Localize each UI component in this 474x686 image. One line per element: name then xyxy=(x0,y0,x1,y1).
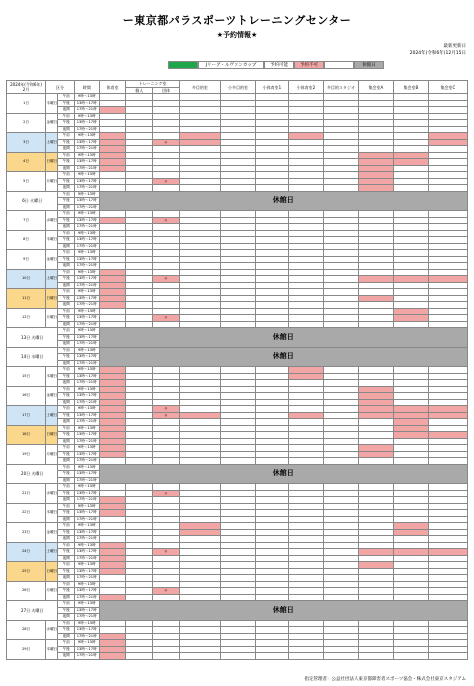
time-cell: 17時〜21時 xyxy=(74,555,99,562)
weekday-label: 木曜日 xyxy=(46,503,58,523)
day-label: 12日 xyxy=(7,308,46,328)
time-cell: 9時〜13時 xyxy=(74,523,99,530)
legend-item: 休館日 xyxy=(354,61,384,69)
period-cell: 夜間 xyxy=(58,165,74,172)
period-cell: 午後 xyxy=(58,159,74,166)
time-cell: 13時〜17時 xyxy=(74,276,99,283)
circle-icon: ◎ xyxy=(164,276,168,281)
time-cell: 17時〜21時 xyxy=(74,107,99,114)
time-cell: 17時〜21時 xyxy=(74,126,99,133)
time-cell: 13時〜17時 xyxy=(74,588,99,595)
weekday-label: 金曜日 xyxy=(46,250,58,270)
circle-icon: ◎ xyxy=(164,315,168,320)
period-cell: 午前 xyxy=(58,133,74,140)
training-individual-header: 個人 xyxy=(126,87,153,94)
table-row xyxy=(7,653,468,660)
period-cell: 午後 xyxy=(58,100,74,107)
period-cell: 午後 xyxy=(58,588,74,595)
period-cell: 午後 xyxy=(58,451,74,458)
legend-item: 予約不可 xyxy=(294,61,324,69)
time-cell: 17時〜21時 xyxy=(74,614,99,621)
time-cell: 13時〜17時 xyxy=(74,412,99,419)
weekday-label: 火曜日 xyxy=(31,607,44,613)
time-cell: 13時〜17時 xyxy=(74,256,99,263)
period-cell: 午後 xyxy=(58,373,74,380)
time-cell: 13時〜17時 xyxy=(74,178,99,185)
slot-cell[interactable] xyxy=(428,653,467,660)
day-label: 13日 xyxy=(21,334,31,340)
day-label: 15日 xyxy=(7,367,46,387)
slot-cell[interactable] xyxy=(323,653,358,660)
circle-icon: ◎ xyxy=(164,406,168,411)
period-cell: 夜間 xyxy=(58,263,74,270)
period-cell: 夜間 xyxy=(58,438,74,445)
period-cell: 夜間 xyxy=(58,185,74,192)
period-cell: 午後 xyxy=(58,217,74,224)
period-cell: 夜間 xyxy=(58,204,74,211)
period-cell: 午前 xyxy=(58,113,74,120)
period-cell: 夜間 xyxy=(58,126,74,133)
period-cell: 午前 xyxy=(58,425,74,432)
time-cell: 9時〜13時 xyxy=(74,328,99,335)
period-cell: 午前 xyxy=(58,347,74,354)
weekday-label: 日曜日 xyxy=(46,289,58,309)
time-cell: 13時〜17時 xyxy=(74,432,99,439)
day-label: 23日 xyxy=(7,523,46,543)
period-cell: 午前 xyxy=(58,211,74,218)
time-cell: 17時〜21時 xyxy=(74,360,99,367)
reservation-table xyxy=(6,80,468,660)
period-cell: 夜間 xyxy=(58,380,74,387)
period-cell: 午前 xyxy=(58,581,74,588)
time-cell: 17時〜21時 xyxy=(74,516,99,523)
time-cell: 9時〜13時 xyxy=(74,308,99,315)
time-cell: 9時〜13時 xyxy=(74,425,99,432)
time-cell: 9時〜13時 xyxy=(74,133,99,140)
time-cell: 17時〜21時 xyxy=(74,477,99,484)
period-cell: 午前 xyxy=(58,445,74,452)
weekday-label: 水曜日 xyxy=(46,211,58,231)
legend-item xyxy=(324,61,354,69)
period-cell: 午後 xyxy=(58,198,74,205)
weekday-label: 日曜日 xyxy=(46,562,58,582)
day-label: 9日 xyxy=(7,250,46,270)
period-cell: 午前 xyxy=(58,269,74,276)
day-label: 29日 xyxy=(7,640,46,660)
period-cell: 午前 xyxy=(58,523,74,530)
studio-header: 多目的スタジオ xyxy=(323,81,358,94)
weekday-label: 木曜日 xyxy=(46,94,58,114)
time-cell: 9時〜13時 xyxy=(74,640,99,647)
day-label: 5日 xyxy=(7,172,46,192)
period-cell: 夜間 xyxy=(58,458,74,465)
page-title: ー東京都パラスポーツトレーニングセンター xyxy=(122,14,352,27)
day-label: 27日 xyxy=(21,607,31,613)
period-cell: 夜間 xyxy=(58,575,74,582)
time-cell: 13時〜17時 xyxy=(74,627,99,634)
weekday-label: 土曜日 xyxy=(46,269,58,289)
time-cell: 13時〜17時 xyxy=(74,393,99,400)
weekday-label: 木曜日 xyxy=(46,230,58,250)
time-cell: 17時〜21時 xyxy=(74,165,99,172)
day-label: 3日 xyxy=(7,133,46,153)
day-label: 8日 xyxy=(7,230,46,250)
weekday-label: 金曜日 xyxy=(46,523,58,543)
time-cell: 9時〜13時 xyxy=(74,620,99,627)
time-cell: 9時〜13時 xyxy=(74,581,99,588)
weekday-label: 月曜日 xyxy=(46,308,58,328)
time-cell: 9時〜13時 xyxy=(74,406,99,413)
time-cell: 13時〜17時 xyxy=(74,373,99,380)
slot-cell[interactable] xyxy=(358,653,393,660)
day-label: 10日 xyxy=(7,269,46,289)
period-cell: 午後 xyxy=(58,510,74,517)
period-cell: 午後 xyxy=(58,607,74,614)
circle-icon: ◎ xyxy=(164,490,168,495)
small-multi-header: 小多目的室 xyxy=(221,81,256,94)
period-cell: 夜間 xyxy=(58,555,74,562)
time-cell: 13時〜17時 xyxy=(74,100,99,107)
time-cell: 17時〜21時 xyxy=(74,321,99,328)
day-label: 22日 xyxy=(7,503,46,523)
period-cell: 夜間 xyxy=(58,633,74,640)
legend-item: Jリーグ・ルヴァンカップ xyxy=(198,61,264,69)
time-cell: 9時〜13時 xyxy=(74,250,99,257)
time-cell: 9時〜13時 xyxy=(74,562,99,569)
weekday-label: 土曜日 xyxy=(46,133,58,153)
circle-icon: ◎ xyxy=(164,549,168,554)
slot-cell[interactable] xyxy=(221,653,256,660)
time-cell: 13時〜17時 xyxy=(74,471,99,478)
time-cell: 9時〜13時 xyxy=(74,94,99,101)
multi-header: 多目的室 xyxy=(179,81,220,94)
time-cell: 17時〜21時 xyxy=(74,653,99,660)
period-cell: 午前 xyxy=(58,250,74,257)
period-cell: 午前 xyxy=(58,640,74,647)
time-cell: 9時〜13時 xyxy=(74,347,99,354)
period-cell: 夜間 xyxy=(58,302,74,309)
page-subtitle: ★予約情報★ xyxy=(216,31,258,39)
period-cell: 夜間 xyxy=(58,477,74,484)
time-cell: 13時〜17時 xyxy=(74,237,99,244)
time-cell: 17時〜21時 xyxy=(74,185,99,192)
time-cell: 17時〜21時 xyxy=(74,380,99,387)
period-cell: 夜間 xyxy=(58,536,74,543)
time-cell: 17時〜21時 xyxy=(74,399,99,406)
period-cell: 夜間 xyxy=(58,146,74,153)
time-cell: 13時〜17時 xyxy=(74,159,99,166)
weekday-label: 土曜日 xyxy=(46,542,58,562)
period-cell: 午前 xyxy=(58,152,74,159)
slot-cell[interactable] xyxy=(255,653,288,660)
kubun-header: 区分 xyxy=(46,81,75,94)
day-label: 17日 xyxy=(7,406,46,426)
period-cell: 午前 xyxy=(58,230,74,237)
period-cell: 午後 xyxy=(58,256,74,263)
period-cell: 午後 xyxy=(58,471,74,478)
circle-icon: ◎ xyxy=(164,139,168,144)
period-cell: 午後 xyxy=(58,139,74,146)
time-cell: 9時〜13時 xyxy=(74,211,99,218)
closed-cell: 休館日 xyxy=(99,347,467,367)
time-cell: 9時〜13時 xyxy=(74,542,99,549)
time-cell: 13時〜17時 xyxy=(74,217,99,224)
time-cell: 13時〜17時 xyxy=(74,295,99,302)
period-cell: 夜間 xyxy=(58,614,74,621)
period-cell: 午後 xyxy=(58,178,74,185)
day-label: 7日 xyxy=(7,211,46,231)
period-cell: 午前 xyxy=(58,601,74,608)
period-cell: 午後 xyxy=(58,490,74,497)
period-cell: 夜間 xyxy=(58,341,74,348)
period-cell: 午後 xyxy=(58,354,74,361)
slot-cell[interactable] xyxy=(99,653,126,660)
time-cell: 9時〜13時 xyxy=(74,464,99,471)
period-cell: 午前 xyxy=(58,562,74,569)
period-cell: 午前 xyxy=(58,620,74,627)
updated-label: 最新更新日 xyxy=(443,44,466,49)
period-cell: 夜間 xyxy=(58,516,74,523)
time-cell: 9時〜13時 xyxy=(74,230,99,237)
time-cell: 17時〜21時 xyxy=(74,224,99,231)
time-cell: 13時〜17時 xyxy=(74,139,99,146)
training-header: トレーニング室 xyxy=(126,81,180,88)
period-cell: 午後 xyxy=(58,627,74,634)
day-label: 26日 xyxy=(7,581,46,601)
period-cell: 午後 xyxy=(58,568,74,575)
circle-icon: ◎ xyxy=(164,588,168,593)
time-cell: 13時〜17時 xyxy=(74,451,99,458)
year-month-header: 2024年(令和6年) 2月 xyxy=(7,81,46,94)
time-cell: 17時〜21時 xyxy=(74,341,99,348)
period-cell: 午後 xyxy=(58,412,74,419)
weekday-label: 金曜日 xyxy=(46,386,58,406)
day-label: 16日 xyxy=(7,386,46,406)
time-cell: 9時〜13時 xyxy=(74,152,99,159)
time-cell: 13時〜17時 xyxy=(74,354,99,361)
time-cell: 9時〜13時 xyxy=(74,503,99,510)
time-cell: 17時〜21時 xyxy=(74,633,99,640)
period-cell: 午後 xyxy=(58,237,74,244)
period-cell: 午前 xyxy=(58,484,74,491)
hall-b-header: 集会室B xyxy=(393,81,428,94)
period-cell: 午後 xyxy=(58,295,74,302)
time-cell: 17時〜21時 xyxy=(74,282,99,289)
slot-cell[interactable] xyxy=(288,653,323,660)
legend-item xyxy=(168,61,198,69)
period-cell: 午後 xyxy=(58,646,74,653)
period-cell: 夜間 xyxy=(58,399,74,406)
time-cell: 9時〜13時 xyxy=(74,172,99,179)
period-cell: 午前 xyxy=(58,308,74,315)
weekday-label: 水曜日 xyxy=(31,354,44,360)
period-cell: 午前 xyxy=(58,542,74,549)
time-cell: 9時〜13時 xyxy=(74,484,99,491)
period-cell: 午後 xyxy=(58,276,74,283)
time-cell: 17時〜21時 xyxy=(74,458,99,465)
day-label: 25日 xyxy=(7,562,46,582)
period-cell: 午前 xyxy=(58,172,74,179)
period-cell: 午後 xyxy=(58,315,74,322)
day-label: 24日 xyxy=(7,542,46,562)
weekday-label: 日曜日 xyxy=(46,152,58,172)
time-cell: 13時〜17時 xyxy=(74,529,99,536)
circle-icon: ◎ xyxy=(164,217,168,222)
period-cell: 午前 xyxy=(58,367,74,374)
period-cell: 午後 xyxy=(58,120,74,127)
time-header: 時間 xyxy=(74,81,99,94)
period-cell: 午前 xyxy=(58,503,74,510)
footer-note: 指定管理者：公益社団法人東京都障害者スポーツ協会・株式会社東京スタジアム xyxy=(304,677,466,682)
period-cell: 夜間 xyxy=(58,282,74,289)
hall-c-header: 集会室C xyxy=(428,81,467,94)
time-cell: 13時〜17時 xyxy=(74,334,99,341)
time-cell: 13時〜17時 xyxy=(74,568,99,575)
period-cell: 夜間 xyxy=(58,419,74,426)
period-cell: 午前 xyxy=(58,328,74,335)
time-cell: 17時〜21時 xyxy=(74,594,99,601)
time-cell: 9時〜13時 xyxy=(74,601,99,608)
period-cell: 午前 xyxy=(58,406,74,413)
period-cell: 午後 xyxy=(58,334,74,341)
day-label: 4日 xyxy=(7,152,46,172)
time-cell: 13時〜17時 xyxy=(74,510,99,517)
time-cell: 13時〜17時 xyxy=(74,607,99,614)
day-label: 2日 xyxy=(7,113,46,133)
weekday-label: 水曜日 xyxy=(46,484,58,504)
slot-cell[interactable] xyxy=(179,653,220,660)
slot-cell[interactable] xyxy=(126,653,153,660)
period-cell: 夜間 xyxy=(58,243,74,250)
period-cell: 午前 xyxy=(58,386,74,393)
weekday-label: 水曜日 xyxy=(46,620,58,640)
time-cell: 17時〜21時 xyxy=(74,575,99,582)
period-cell: 夜間 xyxy=(58,107,74,114)
day-label: 21日 xyxy=(7,484,46,504)
day-label: 6日 xyxy=(22,198,29,204)
day-label: 18日 xyxy=(7,425,46,445)
circle-icon: ◎ xyxy=(164,412,168,417)
time-cell: 9時〜13時 xyxy=(74,367,99,374)
day-label: 20日 xyxy=(21,471,31,477)
time-cell: 17時〜21時 xyxy=(74,497,99,504)
time-cell: 9時〜13時 xyxy=(74,289,99,296)
small-gym1-header: 小体育室1 xyxy=(255,81,288,94)
period-cell: 夜間 xyxy=(58,497,74,504)
weekday-label: 火曜日 xyxy=(31,334,44,340)
time-cell: 13時〜17時 xyxy=(74,198,99,205)
time-cell: 17時〜21時 xyxy=(74,438,99,445)
time-cell: 17時〜21時 xyxy=(74,302,99,309)
day-label: 1日 xyxy=(7,94,46,114)
time-cell: 13時〜17時 xyxy=(74,120,99,127)
period-cell: 午後 xyxy=(58,549,74,556)
day-label: 28日 xyxy=(7,620,46,640)
slot-cell[interactable] xyxy=(153,653,180,660)
legend xyxy=(168,61,384,69)
period-cell: 夜間 xyxy=(58,653,74,660)
circle-icon: ◎ xyxy=(164,178,168,183)
weekday-label: 月曜日 xyxy=(46,581,58,601)
time-cell: 13時〜17時 xyxy=(74,490,99,497)
period-cell: 午前 xyxy=(58,464,74,471)
hall-a-header: 集会室A xyxy=(358,81,393,94)
time-cell: 17時〜21時 xyxy=(74,419,99,426)
time-cell: 13時〜17時 xyxy=(74,646,99,653)
day-label: 19日 xyxy=(7,445,46,465)
weekday-label: 月曜日 xyxy=(46,172,58,192)
period-cell: 午後 xyxy=(58,432,74,439)
period-cell: 午前 xyxy=(58,94,74,101)
period-cell: 夜間 xyxy=(58,594,74,601)
day-label: 11日 xyxy=(7,289,46,309)
closed-cell: 休館日 xyxy=(99,601,467,621)
time-cell: 13時〜17時 xyxy=(74,549,99,556)
weekday-label: 火曜日 xyxy=(31,471,44,477)
gym-header: 体育室 xyxy=(99,81,126,94)
weekday-label: 火曜日 xyxy=(30,198,43,204)
time-cell: 17時〜21時 xyxy=(74,204,99,211)
training-group-header: 団体 xyxy=(153,87,180,94)
time-cell: 9時〜13時 xyxy=(74,113,99,120)
weekday-label: 金曜日 xyxy=(46,113,58,133)
closed-cell: 休館日 xyxy=(99,328,467,348)
legend-item: 予約可能 xyxy=(264,61,294,69)
weekday-label: 木曜日 xyxy=(46,367,58,387)
closed-cell: 休館日 xyxy=(99,191,467,211)
period-cell: 午後 xyxy=(58,529,74,536)
updated-date: 2024年(令和6年)12月15日 xyxy=(409,51,466,56)
time-cell: 17時〜21時 xyxy=(74,536,99,543)
period-cell: 午前 xyxy=(58,289,74,296)
weekday-label: 木曜日 xyxy=(46,640,58,660)
time-cell: 9時〜13時 xyxy=(74,191,99,198)
time-cell: 9時〜13時 xyxy=(74,269,99,276)
period-cell: 夜間 xyxy=(58,360,74,367)
time-cell: 13時〜17時 xyxy=(74,315,99,322)
weekday-label: 土曜日 xyxy=(46,406,58,426)
period-cell: 夜間 xyxy=(58,224,74,231)
small-gym2-header: 小体育室2 xyxy=(288,81,323,94)
period-cell: 午後 xyxy=(58,393,74,400)
time-cell: 9時〜13時 xyxy=(74,386,99,393)
time-cell: 17時〜21時 xyxy=(74,146,99,153)
period-cell: 午前 xyxy=(58,191,74,198)
weekday-label: 日曜日 xyxy=(46,425,58,445)
time-cell: 9時〜13時 xyxy=(74,445,99,452)
slot-cell[interactable] xyxy=(393,653,428,660)
day-label: 14日 xyxy=(21,354,31,360)
closed-cell: 休館日 xyxy=(99,464,467,484)
time-cell: 17時〜21時 xyxy=(74,263,99,270)
time-cell: 17時〜21時 xyxy=(74,243,99,250)
weekday-label: 月曜日 xyxy=(46,445,58,465)
period-cell: 夜間 xyxy=(58,321,74,328)
